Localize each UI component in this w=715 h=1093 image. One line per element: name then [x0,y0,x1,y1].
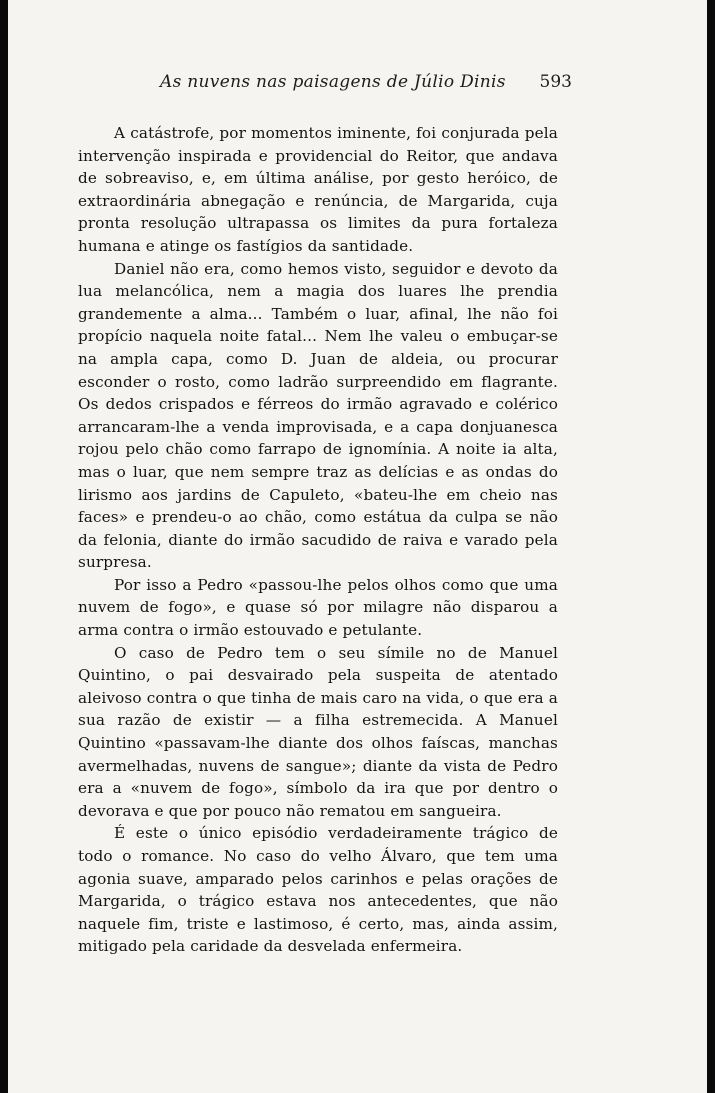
paragraph: Por isso a Pedro «passou-lhe pelos olhos como que uma nuvem de fogo», e quase só por milagre não disparou a arma contra o irmão estouvado e petulante. [78,575,558,640]
paragraph: É este o único episódio verdadeiramente trágico de todo o romance. No caso do velho Álvaro, que tem uma agonia suave, amparado pelos carinhos e pelas orações de Margarida, o trágico estava nos antecedentes, que não naquele fim, triste e lastimoso, é certo, mas, ainda assim, mitigado pela caridade da desvelada enfermeira. [78,824,558,956]
page-number: 593 [539,72,572,92]
page-header [80,72,572,96]
body-text [78,122,558,958]
paragraph: A catástrofe, por momentos iminente, foi conjurada pela intervenção inspirada e providencial do Reitor, que andava de sobreaviso, e, em última análise, por gesto heróico, de extraordinária abnegação e renúncia, de Margarida, cuja pronta resolução ultrapassa os limites da pura fortaleza humana e atinge os fastígios da santidade. [78,124,558,255]
running-title: As nuvens nas paisagens de Júlio Dinis [160,72,506,92]
book-page [8,0,707,1093]
paragraph: O caso de Pedro tem o seu símile no de Manuel Quintino, o pai desvairado pela suspeita de atentado aleivoso contra o que tinha de mais caro na vida, o que era a sua razão de existir — a filha estremecida. A Manuel Quintino «passavam-lhe diante dos olhos faíscas, manchas avermelhadas, nuvens de sangue»; diante da vista de Pedro era a «nuvem de fogo», símbolo da ira que por dentro o devorava e que por pouco não rematou em sangueira. [78,643,558,820]
paragraph: Daniel não era, como hemos visto, seguidor e devoto da lua melancólica, nem a magia dos luares lhe prendia grandemente a alma... Também o luar, afinal, lhe não foi propício naquela noite fatal... Nem lhe valeu o embuçar-se na ampla capa, como D. Juan de aldeia, ou procurar esconder o rosto, como ladrão surpreendido em flagrante. Os dedos crispados e férreos do irmão agravado e colérico arrancaram-lhe a venda improvisada, e a capa donjuanesca rojou pelo chão como farrapo de ignomínia. A noite ia alta, mas o luar, que nem sempre traz as delícias e as ondas do lirismo aos jardins de Capuleto, «bateu-lhe em cheio nas faces» e prendeu-o ao chão, como estátua da culpa se não da felonia, diante do irmão sacudido de raiva e varado pela surpresa. [78,259,558,572]
